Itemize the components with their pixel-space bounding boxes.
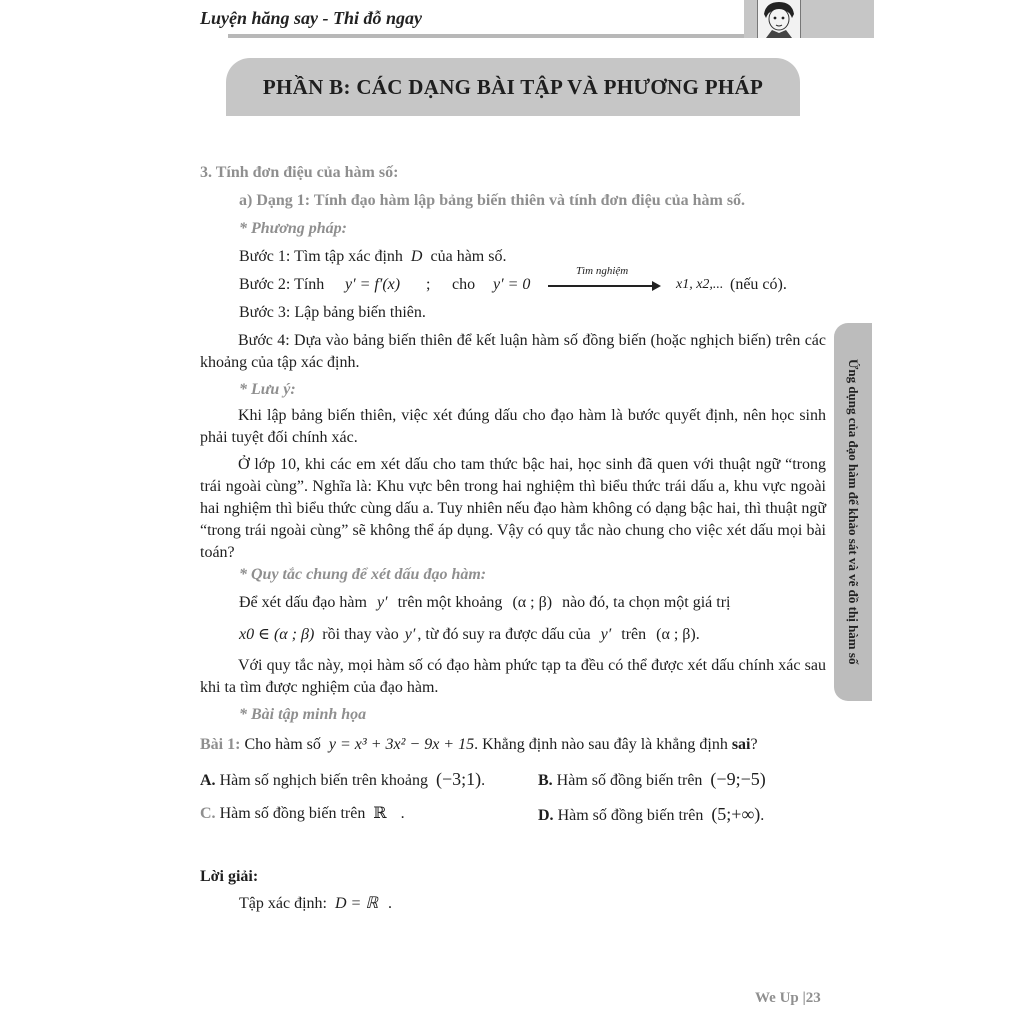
- note-paragraph-2: Ở lớp 10, khi các em xét dấu cho tam thức bậc hai, học sinh đã quen với thuật ngữ “trong trái ngoài cùng”. Nghĩa là: Khu vực bên trong hai nghiệm thì biểu thức trái dấu a, khu vực ngoài hai nghiệm thì biểu thức cùng dấu a. Tuy nhiên nếu đạo hàm không có dạng bậc hai, thì thuật ngữ “trong trái ngoài cùng” sẽ không thể áp dụng. Vậy có quy tắc nào chung cho việc xét dấu mọi bài toán?: [200, 456, 826, 561]
- rule-line-2-interval: (α ; β): [656, 626, 696, 643]
- option-text: Hàm số nghịch biến trên khoảng: [219, 772, 428, 789]
- option-letter: A.: [200, 772, 216, 789]
- step-4: Bước 4: Dựa vào bảng biến thiên để kết luận hàm số đồng biến (hoặc nghịch biến) trên các khoảng của tập xác định.: [200, 332, 826, 371]
- step-2-prefix: Bước 2: Tính: [239, 276, 325, 293]
- arrow-right-icon: [652, 281, 661, 291]
- exercise-prompt-end: ?: [750, 736, 758, 753]
- rule-interval: (α ; β): [512, 594, 553, 611]
- header-title: Luyện hăng say - Thi đỗ ngay: [200, 8, 423, 28]
- section-heading: 3. Tính đơn điệu của hàm số:: [200, 164, 399, 181]
- side-tab-text: Ứng dụng của đạo hàm để khảo sát và vẽ đồ thị hàm số: [846, 359, 861, 665]
- option-text: Hàm số đồng biến trên: [557, 807, 704, 824]
- rule-x0: x0 ∈ (α ; β): [239, 626, 315, 643]
- step-2-eq: y′ = 0: [493, 276, 531, 293]
- option-b[interactable]: [538, 768, 766, 792]
- solution-line-a: Tập xác định:: [239, 895, 327, 912]
- step-2-formula: y′ = f′(x): [345, 276, 401, 293]
- step-1-tail: của hàm số.: [430, 248, 507, 265]
- step-3: Bước 3: Lập bảng biến thiên.: [239, 304, 426, 321]
- option-math: (−9;−5): [710, 769, 766, 789]
- exercise-label: Bài 1:: [200, 736, 241, 753]
- exercise-function: y = x³ + 3x² − 9x + 15: [328, 736, 475, 753]
- step-2-sep: ;: [426, 276, 431, 293]
- option-end: .: [481, 772, 486, 789]
- rule-line-2-a: rồi thay vào: [322, 626, 399, 643]
- option-end: .: [760, 807, 765, 824]
- note-paragraph-1: Khi lập bảng biến thiên, việc xét đúng dấu cho đạo hàm là bước quyết định, nên học sinh phải tuyệt đối chính xác.: [200, 407, 826, 446]
- option-d[interactable]: [538, 803, 764, 827]
- arrow-label: Tìm nghiệm: [576, 265, 629, 277]
- method-label: * Phương pháp:: [239, 220, 347, 237]
- option-letter: B.: [538, 772, 553, 789]
- rule-line-1-a: Để xét dấu đạo hàm: [239, 594, 367, 611]
- option-math: (−3;1): [435, 769, 482, 789]
- solution-label: Lời giải:: [200, 868, 259, 885]
- step-1-var: D: [410, 248, 423, 265]
- rule-line-1-y: y′: [376, 594, 388, 611]
- option-math: ℝ: [373, 805, 387, 822]
- option-end: .: [400, 805, 405, 822]
- arrow-line: [548, 285, 656, 287]
- option-letter: D.: [538, 807, 554, 824]
- step-2-roots: x1, x2,...: [676, 277, 724, 292]
- option-text: Hàm số đồng biến trên: [556, 772, 703, 789]
- page-footer: We Up |23: [755, 990, 821, 1006]
- rule-line-2-b: , từ đó suy ra được dấu của: [417, 626, 591, 643]
- rule-line-2: [239, 624, 700, 646]
- solution-line-end: .: [388, 895, 392, 912]
- step-1: [239, 246, 506, 268]
- option-a[interactable]: [200, 768, 485, 792]
- rule-line-2-y2: y′: [600, 626, 612, 643]
- exercise-prompt-b: . Khẳng định nào sau đây là khẳng định: [474, 736, 728, 753]
- rule-paragraph: Với quy tắc này, mọi hàm số có đạo hàm phức tạp ta đều có thể được xét dấu chính xác sau khi ta tìm được nghiệm của đạo hàm.: [200, 657, 826, 696]
- rule-line-2-c: trên: [621, 626, 647, 643]
- example-label: * Bài tập minh họa: [239, 706, 367, 723]
- exercise-prompt-bold: sai: [731, 736, 751, 753]
- rule-line-1-c: nào đó, ta chọn một giá trị: [562, 594, 731, 611]
- student-portrait-icon: [757, 0, 801, 38]
- section-banner: PHẦN B: CÁC DẠNG BÀI TẬP VÀ PHƯƠNG PHÁP: [226, 58, 800, 116]
- solution-line: [239, 893, 392, 915]
- exercise-prompt: [200, 734, 758, 756]
- rule-line-2-end: .: [695, 626, 700, 643]
- option-c[interactable]: [200, 803, 405, 825]
- rule-line-1: [239, 592, 730, 614]
- step-1-text: Bước 1: Tìm tập xác định: [239, 248, 403, 265]
- solution-math: D = ℝ: [334, 895, 378, 912]
- subheading: a) Dạng 1: Tính đạo hàm lập bảng biến thiên và tính đơn điệu của hàm số.: [239, 192, 746, 209]
- exercise-prompt-a: Cho hàm số: [244, 736, 321, 753]
- option-letter: C.: [200, 805, 216, 822]
- step-2-tail: (nếu có).: [730, 276, 787, 293]
- note-label: * Lưu ý:: [239, 381, 296, 398]
- option-text: Hàm số đồng biến trên: [219, 805, 366, 822]
- rule-line-1-b: trên một khoảng: [397, 594, 503, 611]
- header-rule: [228, 34, 744, 38]
- rule-label: * Quy tắc chung để xét dấu đạo hàm:: [239, 566, 487, 583]
- step-2-cho: cho: [452, 276, 476, 293]
- rule-line-2-y: y′: [404, 626, 416, 643]
- option-math: (5;+∞): [711, 804, 761, 824]
